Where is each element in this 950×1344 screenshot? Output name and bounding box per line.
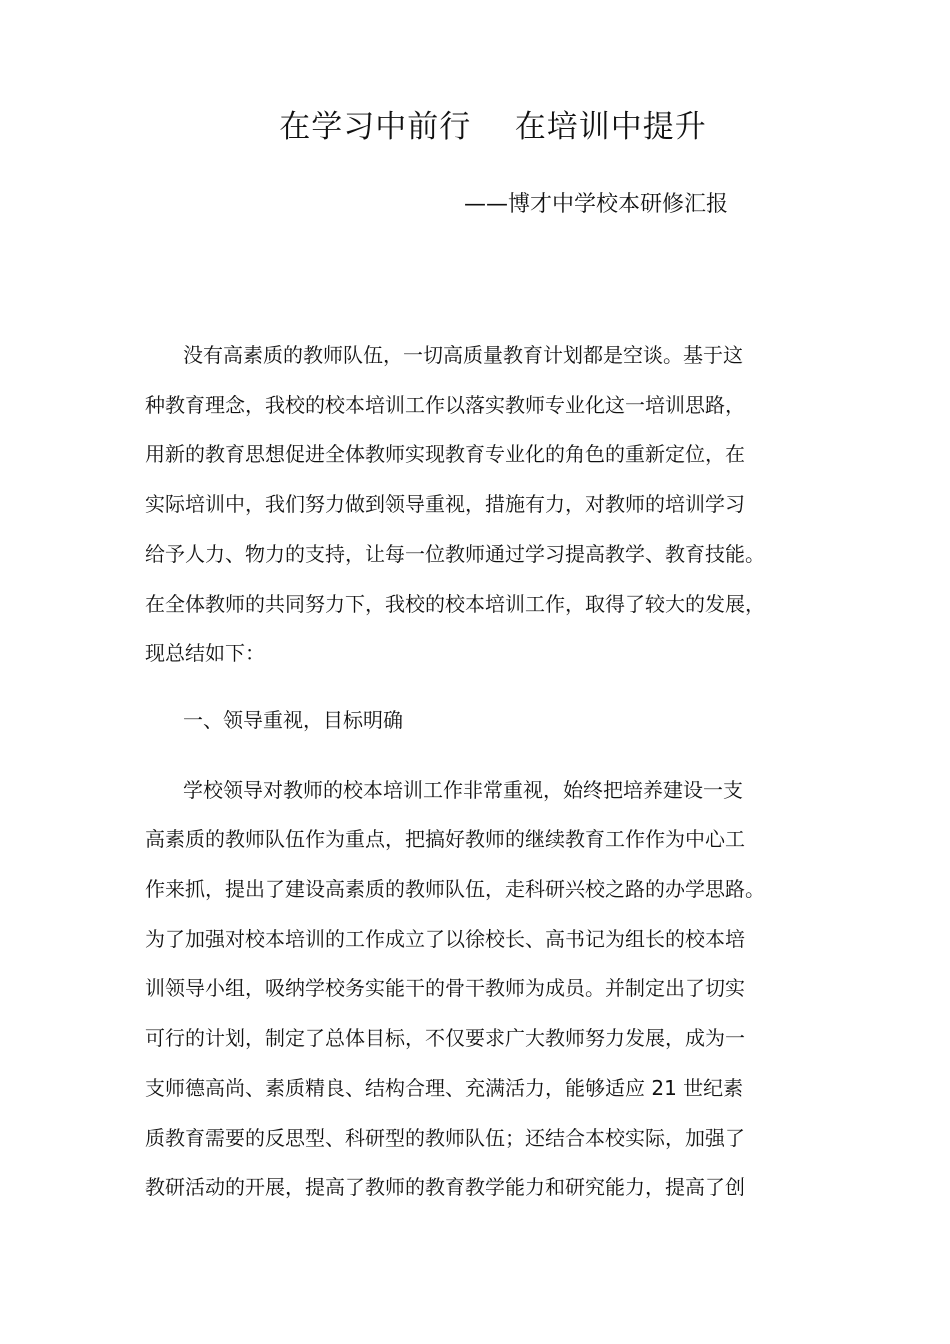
document-title: 在学习中前行 在培训中提升 (279, 109, 707, 145)
paragraph-line: 种教育理念，我校的校本培训工作以落实教师专业化这一培训思路， (145, 392, 745, 417)
paragraph-line: 为了加强对校本培训的工作成立了以徐校长、高书记为组长的校本培 (145, 926, 745, 951)
intro-paragraph (145, 331, 825, 679)
paragraph-line: 作来抓，提出了建设高素质的教师队伍，走科研兴校之路的办学思路。 (145, 877, 765, 902)
paragraph-line: 学校领导对教师的校本培训工作非常重视，始终把培养建设一支 (183, 777, 743, 802)
paragraph-line: 没有高素质的教师队伍，一切高质量教育计划都是空谈。基于这 (183, 343, 743, 367)
paragraph-line: 现总结如下： (145, 641, 265, 666)
section-paragraph (145, 766, 825, 1213)
paragraph-line: 支师德高尚、素质精良、结构合理、充满活力，能够适应 21 世纪素 (145, 1075, 744, 1100)
paragraph-line: 实际培训中，我们努力做到领导重视，措施有力，对教师的培训学习 (145, 492, 745, 517)
section-heading-text: 一、领导重视，目标明确 (183, 707, 403, 732)
paragraph-line: 给予人力、物力的支持，让每一位教师通过学习提高教学、教育技能。 (145, 541, 765, 566)
paragraph-line: 高素质的教师队伍作为重点，把搞好教师的继续教育工作作为中心工 (145, 827, 745, 852)
paragraph-line: 可行的计划，制定了总体目标，不仅要求广大教师努力发展，成为一 (145, 1026, 745, 1051)
paragraph-line: 在全体教师的共同努力下，我校的校本培训工作，取得了较大的发展， (145, 591, 765, 616)
paragraph-line: 训领导小组，吸纳学校务实能干的骨干教师为成员。并制定出了切实 (145, 976, 745, 1001)
document-body (145, 331, 825, 1213)
document-subtitle: ——博才中学校本研修汇报 (464, 192, 729, 217)
paragraph-line: 教研活动的开展，提高了教师的教育教学能力和研究能力，提高了创 (145, 1175, 745, 1200)
paragraph-line: 质教育需要的反思型、科研型的教师队伍；还结合本校实际，加强了 (145, 1125, 745, 1150)
section-heading (145, 696, 825, 746)
paragraph-line: 用新的教育思想促进全体教师实现教育专业化的角色的重新定位，在 (145, 442, 745, 467)
